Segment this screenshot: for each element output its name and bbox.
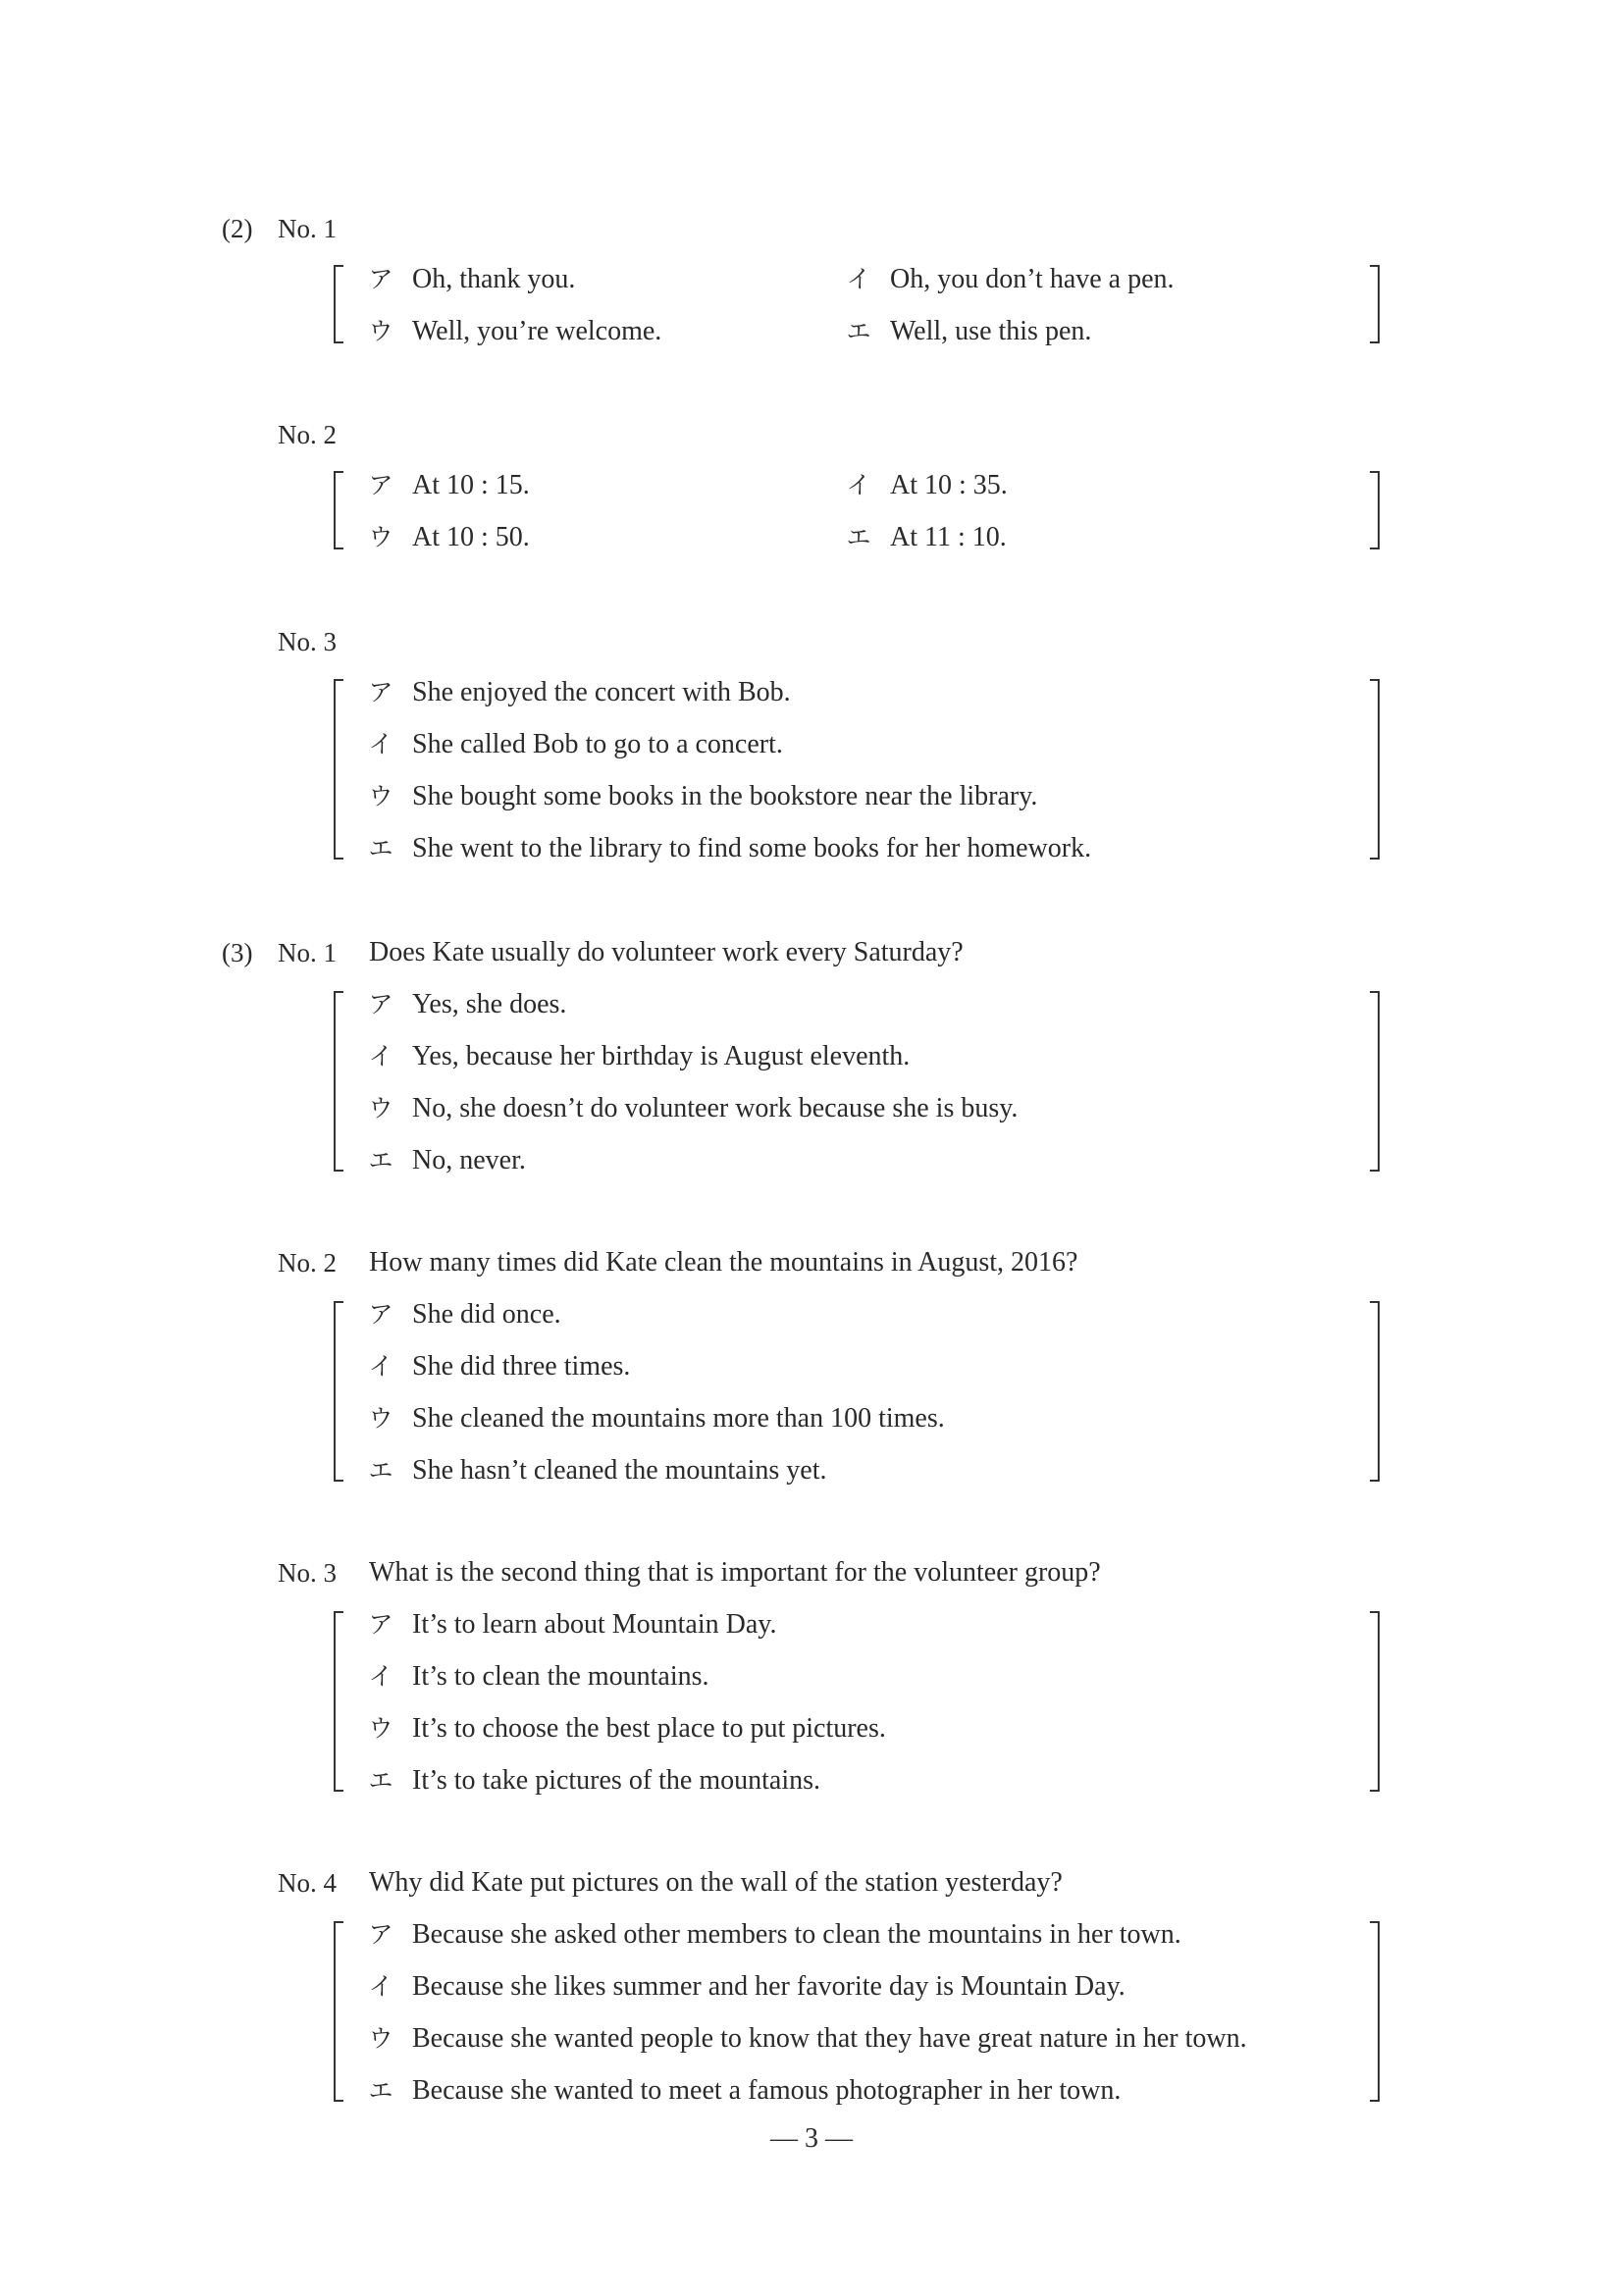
option-marker: エ [846, 317, 871, 345]
option-text: It’s to take pictures of the mountains. [412, 1765, 821, 1796]
s3-q4-question: Why did Kate put pictures on the wall of the station yesterday? [369, 1867, 1063, 1898]
option-text: Oh, thank you. [412, 264, 576, 294]
option-marker: エ [368, 834, 393, 862]
option-marker: イ [368, 1972, 393, 2001]
s2-q3-bracket-right [1370, 679, 1380, 860]
option-text: It’s to learn about Mountain Day. [412, 1609, 777, 1640]
s2-q2-bracket-right [1370, 471, 1380, 549]
s3-q4-bracket-left [334, 1921, 343, 2102]
s3-q2-number: No. 2 [278, 1248, 337, 1278]
option-marker: ア [368, 1920, 393, 1949]
option-text: No, she doesn’t do volunteer work because she is busy. [412, 1093, 1019, 1123]
s2-q2-bracket-left [334, 471, 343, 549]
option-text: Because she wanted people to know that they have great nature in her town. [412, 2023, 1247, 2054]
page-number: — 3 — [770, 2123, 853, 2154]
s3-q2-bracket-right [1370, 1301, 1380, 1482]
option-text: She did three times. [412, 1351, 631, 1382]
option-text: At 10 : 35. [890, 470, 1008, 500]
section-3-label: (3) [222, 938, 253, 967]
option-text: At 10 : 50. [412, 522, 530, 552]
option-text: She bought some books in the bookstore near the library. [412, 781, 1038, 811]
s3-q2-bracket-left [334, 1301, 343, 1482]
option-marker: イ [368, 1042, 393, 1070]
s3-q1-bracket-left [334, 991, 343, 1172]
option-text: She cleaned the mountains more than 100 times. [412, 1403, 945, 1434]
s3-q1-number: No. 1 [278, 938, 337, 967]
option-text: She enjoyed the concert with Bob. [412, 677, 791, 707]
s3-q4-number: No. 4 [278, 1868, 337, 1898]
option-marker: ウ [368, 317, 393, 345]
s3-q3-question: What is the second thing that is important for the volunteer group? [369, 1557, 1101, 1588]
option-marker: ウ [368, 2024, 393, 2053]
s2-q2-number: No. 2 [278, 420, 337, 449]
option-text: She called Bob to go to a concert. [412, 729, 783, 759]
option-marker: イ [368, 730, 393, 758]
s3-q4-bracket-right [1370, 1921, 1380, 2102]
option-marker: ア [368, 265, 393, 293]
option-marker: ア [368, 678, 393, 706]
option-marker: イ [846, 265, 871, 293]
option-marker: ア [368, 1300, 393, 1329]
option-marker: イ [368, 1352, 393, 1381]
s2-q1-bracket-right [1370, 265, 1380, 343]
s2-q1-bracket-left [334, 265, 343, 343]
option-text: Oh, you don’t have a pen. [890, 264, 1175, 294]
option-text: At 10 : 15. [412, 470, 530, 500]
option-marker: エ [368, 1766, 393, 1795]
s2-q3-bracket-left [334, 679, 343, 860]
option-marker: ア [368, 471, 393, 499]
option-text: Because she asked other members to clean the mountains in her town. [412, 1919, 1181, 1950]
option-marker: エ [368, 1146, 393, 1174]
option-text: It’s to choose the best place to put pictures. [412, 1713, 886, 1744]
section-2-label: (2) [222, 214, 253, 243]
option-text: No, never. [412, 1145, 526, 1175]
option-text: At 11 : 10. [890, 522, 1007, 552]
option-text: Yes, she does. [412, 989, 567, 1019]
option-marker: ウ [368, 782, 393, 810]
option-marker: ウ [368, 523, 393, 551]
option-text: Because she wanted to meet a famous photographer in her town. [412, 2075, 1122, 2106]
option-marker: エ [368, 2076, 393, 2105]
option-marker: ウ [368, 1404, 393, 1433]
option-marker: イ [368, 1662, 393, 1691]
option-marker: ウ [368, 1714, 393, 1743]
option-marker: エ [846, 523, 871, 551]
s3-q3-bracket-left [334, 1611, 343, 1792]
s3-q3-number: No. 3 [278, 1558, 337, 1588]
option-marker: ア [368, 990, 393, 1018]
option-text: Well, you’re welcome. [412, 316, 662, 346]
option-marker: イ [846, 471, 871, 499]
option-text: She hasn’t cleaned the mountains yet. [412, 1455, 827, 1486]
s3-q1-question: Does Kate usually do volunteer work every Saturday? [369, 937, 964, 967]
s3-q2-question: How many times did Kate clean the mountains in August, 2016? [369, 1247, 1078, 1278]
option-marker: エ [368, 1456, 393, 1485]
option-text: Well, use this pen. [890, 316, 1092, 346]
option-marker: ウ [368, 1094, 393, 1122]
option-marker: ア [368, 1610, 393, 1639]
s3-q3-bracket-right [1370, 1611, 1380, 1792]
option-text: Because she likes summer and her favorite day is Mountain Day. [412, 1971, 1126, 2002]
option-text: She did once. [412, 1299, 561, 1330]
s2-q1-number: No. 1 [278, 214, 337, 243]
option-text: It’s to clean the mountains. [412, 1661, 709, 1692]
s2-q3-number: No. 3 [278, 627, 337, 656]
s3-q1-bracket-right [1370, 991, 1380, 1172]
option-text: Yes, because her birthday is August eleventh. [412, 1041, 911, 1071]
option-text: She went to the library to find some books for her homework. [412, 833, 1092, 863]
